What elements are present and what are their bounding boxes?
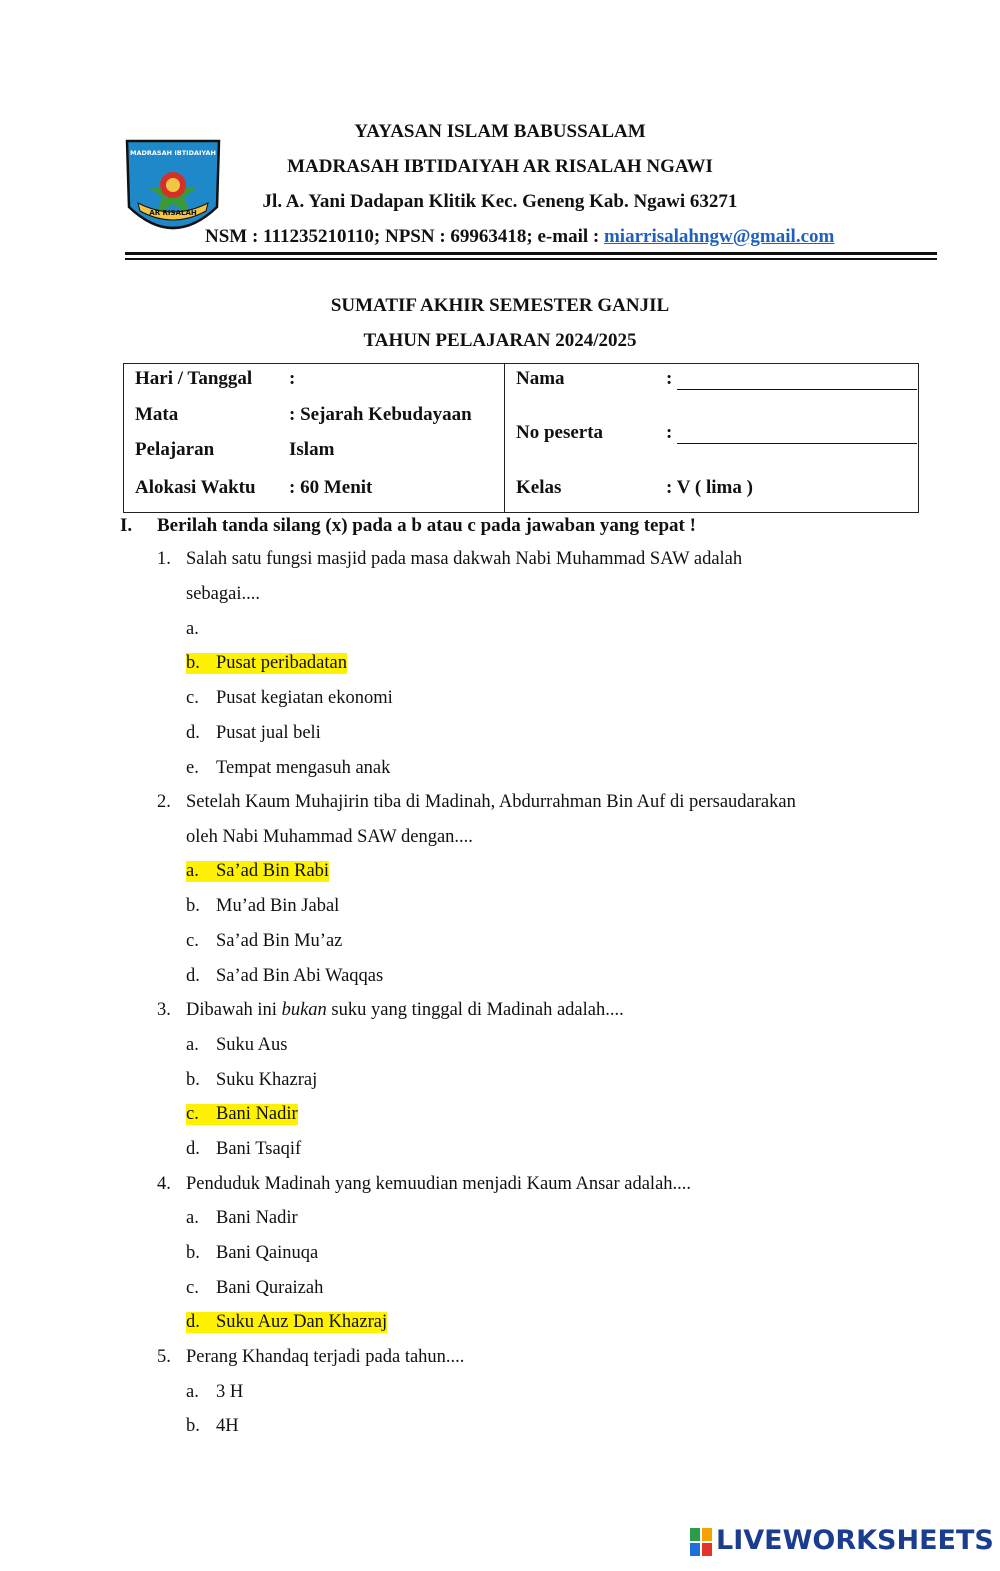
question-2-text-line1: Setelah Kaum Muhajirin tiba di Madinah, Abdurrahman Bin Auf di persaudarakan: [186, 792, 796, 812]
q5-option-a-letter[interactable]: a.: [186, 1382, 199, 1402]
section-number: I.: [120, 515, 133, 536]
liveworksheets-logo-icon: [690, 1528, 714, 1558]
q3-option-b-letter[interactable]: b.: [186, 1070, 200, 1090]
mapel-label-2: Pelajaran: [135, 439, 215, 460]
q1-option-d-letter[interactable]: d.: [186, 723, 200, 743]
q2-option-c-letter[interactable]: c.: [186, 931, 199, 951]
q2-option-c-text[interactable]: Sa’ad Bin Mu’az: [216, 931, 343, 951]
q4-option-d-text[interactable]: Suku Auz Dan Khazraj: [216, 1312, 388, 1332]
header-ids-text: NSM : 111235210110; NPSN : 69963418; e-mail :: [205, 226, 604, 247]
question-5-number: 5.: [157, 1347, 171, 1367]
q3-option-d-text[interactable]: Bani Tsaqif: [216, 1139, 302, 1159]
q2-option-d-text[interactable]: Sa’ad Bin Abi Waqqas: [216, 966, 384, 986]
header-rule-thin: [125, 258, 937, 260]
q1-option-e-text[interactable]: Tempat mengasuh anak: [216, 758, 391, 778]
info-table: [123, 363, 919, 513]
hari-value: :: [289, 368, 296, 389]
q5-option-a-text[interactable]: 3 H: [216, 1382, 244, 1402]
svg-text:AR RISALAH: AR RISALAH: [149, 209, 197, 217]
question-2-text-line2: oleh Nabi Muhammad SAW dengan....: [186, 827, 473, 847]
q1-option-c-letter[interactable]: c.: [186, 688, 199, 708]
svg-text:NGAWI: NGAWI: [162, 232, 184, 239]
info-table-divider: [504, 364, 505, 512]
q2-option-b-text[interactable]: Mu’ad Bin Jabal: [216, 896, 340, 916]
question-5-text: Perang Khandaq terjadi pada tahun....: [186, 1347, 465, 1367]
q4-option-d-letter[interactable]: d.: [186, 1312, 216, 1333]
q1-option-a-letter[interactable]: a.: [186, 619, 199, 639]
question-2-number: 2.: [157, 792, 171, 812]
svg-text:MADRASAH IBTIDAIYAH: MADRASAH IBTIDAIYAH: [130, 149, 216, 157]
q1-option-e-letter[interactable]: e.: [186, 758, 199, 778]
email-link[interactable]: miarrisalahngw@gmail.com: [603, 226, 835, 247]
kelas-value: : V ( lima ): [666, 477, 753, 498]
hari-label: Hari / Tanggal: [135, 368, 253, 389]
peserta-blank-line[interactable]: [677, 427, 917, 444]
q3-option-a-text[interactable]: Suku Aus: [216, 1035, 288, 1055]
mapel-label-1: Mata: [135, 404, 179, 425]
header-rule-thick: [125, 252, 937, 255]
q5-option-b-letter[interactable]: b.: [186, 1416, 200, 1436]
mapel-value-1: : Sejarah Kebudayaan: [289, 404, 472, 425]
peserta-label: No peserta: [516, 422, 604, 443]
question-3-text-emphasis: bukan: [281, 1000, 327, 1020]
question-4-text: Penduduk Madinah yang kemuudian menjadi Kaum Ansar adalah....: [186, 1174, 692, 1194]
q4-option-a-letter[interactable]: a.: [186, 1208, 199, 1228]
question-1-text-line1: Salah satu fungsi masjid pada masa dakwah Nabi Muhammad SAW adalah: [186, 549, 743, 569]
q4-option-b-text[interactable]: Bani Qainuqa: [216, 1243, 319, 1263]
peserta-colon: :: [666, 422, 673, 443]
nama-label: Nama: [516, 368, 565, 389]
header-foundation: YAYASAN ISLAM BABUSSALAM: [354, 121, 646, 142]
q4-option-a-text[interactable]: Bani Nadir: [216, 1208, 298, 1228]
q2-option-a-text[interactable]: Sa’ad Bin Rabi: [216, 861, 330, 881]
nama-field[interactable]: [666, 368, 917, 390]
q5-option-b-text[interactable]: 4H: [216, 1416, 239, 1436]
mapel-value-2: Islam: [289, 439, 335, 460]
question-1-text-line2: sebagai....: [186, 584, 260, 604]
header-ids: [205, 226, 834, 248]
peserta-field[interactable]: [666, 422, 917, 444]
q3-option-d-letter[interactable]: d.: [186, 1139, 200, 1159]
q1-option-b-letter[interactable]: b.: [186, 653, 216, 674]
q3-option-a-letter[interactable]: a.: [186, 1035, 199, 1055]
header-school-name: MADRASAH IBTIDAIYAH AR RISALAH NGAWI: [287, 156, 713, 177]
kelas-label: Kelas: [516, 477, 562, 498]
q4-option-c-text[interactable]: Bani Quraizah: [216, 1278, 324, 1298]
q3-option-c-text[interactable]: Bani Nadir: [216, 1104, 298, 1124]
exam-title: SUMATIF AKHIR SEMESTER GANJIL: [330, 295, 670, 316]
question-4-number: 4.: [157, 1174, 171, 1194]
waktu-value: : 60 Menit: [289, 477, 373, 498]
q4-option-b-letter[interactable]: b.: [186, 1243, 200, 1263]
q1-option-d-text[interactable]: Pusat jual beli: [216, 723, 321, 743]
q1-option-c-text[interactable]: Pusat kegiatan ekonomi: [216, 688, 393, 708]
nama-blank-line[interactable]: [677, 373, 917, 390]
question-3-number: 3.: [157, 1000, 171, 1020]
q2-option-a-letter[interactable]: a.: [186, 861, 216, 882]
exam-year: TAHUN PELAJARAN 2024/2025: [363, 330, 637, 351]
q3-option-c-letter[interactable]: c.: [186, 1104, 216, 1125]
q1-option-b-text[interactable]: Pusat peribadatan: [216, 653, 347, 673]
question-3-text-a: Dibawah ini: [186, 1000, 282, 1020]
q2-option-b-letter[interactable]: b.: [186, 896, 200, 916]
waktu-label: Alokasi Waktu: [135, 477, 256, 498]
q2-option-d-letter[interactable]: d.: [186, 966, 200, 986]
q4-option-c-letter[interactable]: c.: [186, 1278, 199, 1298]
liveworksheets-wordmark: LIVEWORKSHEETS: [716, 1525, 994, 1556]
section-instruction: Berilah tanda silang (x) pada a b atau c pada jawaban yang tepat !: [157, 515, 696, 536]
question-3-text: [186, 1000, 624, 1021]
header-address: Jl. A. Yani Dadapan Klitik Kec. Geneng Kab. Ngawi 63271: [262, 191, 738, 212]
q3-option-b-text[interactable]: Suku Khazraj: [216, 1070, 318, 1090]
question-3-text-b: suku yang tinggal di Madinah adalah....: [326, 1000, 624, 1020]
question-1-number: 1.: [157, 549, 171, 569]
nama-colon: :: [666, 368, 673, 389]
